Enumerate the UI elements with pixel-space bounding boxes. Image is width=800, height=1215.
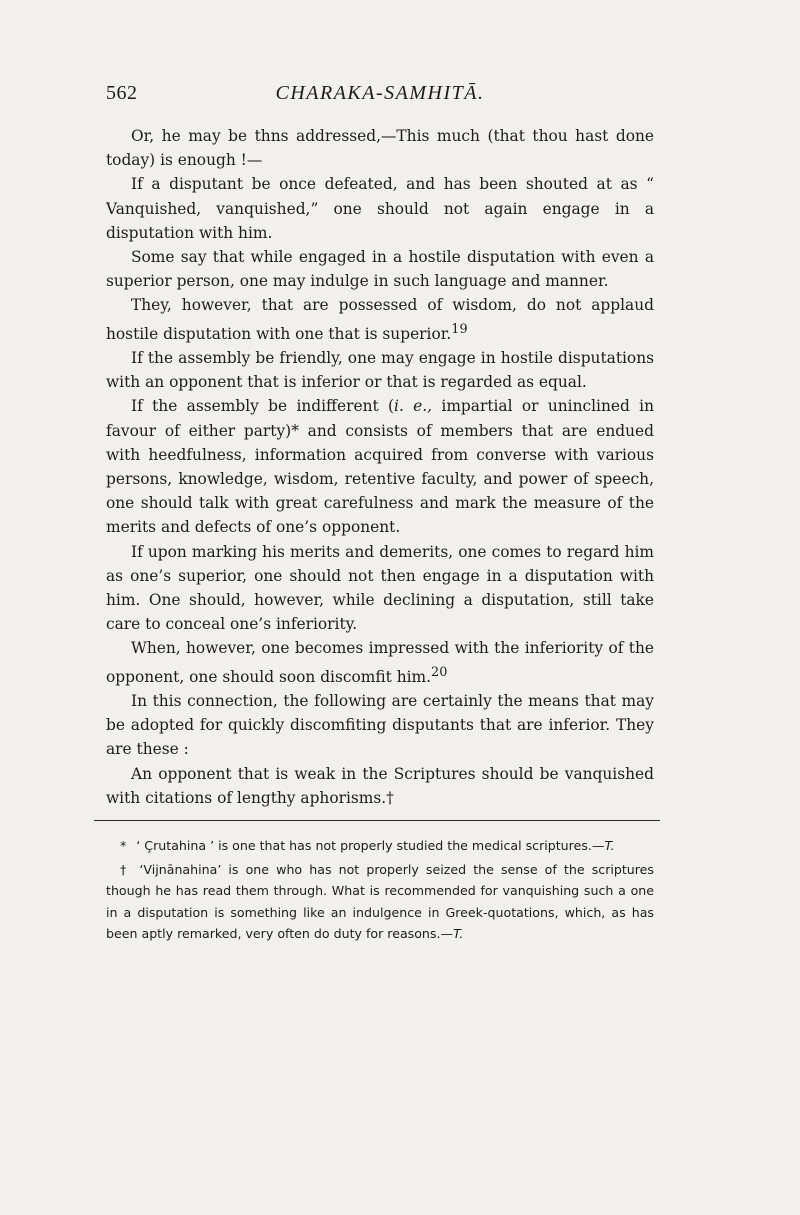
paragraph-indifferent-assembly <box>106 394 654 539</box>
footnote-ref-asterisk: * <box>291 421 299 440</box>
footnote-signature: T. <box>604 837 615 853</box>
paragraph-vanquished: If a disputant be once defeated, and has been shouted at as “ Vanquished, vanquished,” one should not again engage in a disputation with him. <box>106 175 654 242</box>
footnote-vijnanahina-text: ‘Vijnānahina’ is one who has not properly seized the sense of the scriptures though he has read them through. What is recommended for vanquishing such a one in a disputation is something like an indulgence in Greek-quotations, which, as has been aptly remarked, very often do duty for reasons.— <box>106 862 654 941</box>
footnote-mark-asterisk: * <box>120 837 127 853</box>
footnote-vijnanahina <box>106 859 654 944</box>
footnote-divider <box>94 820 660 821</box>
page-number: 562 <box>106 82 138 104</box>
note-ref-20: 20 <box>431 664 448 680</box>
paragraph-wisdom-text: They, however, that are possessed of wisdom, do not applaud hostile disputation with one that is superior. <box>106 296 654 343</box>
body-text <box>106 124 654 810</box>
paragraph-enough: Or, he may be thns addressed,—This much (that thou hast done today) is enough !— <box>106 127 654 170</box>
footnote-mark-dagger: † <box>120 862 130 878</box>
paragraph-wisdom <box>106 293 654 346</box>
page-content <box>106 82 654 944</box>
note-ref-19: 19 <box>451 321 468 337</box>
running-title: CHARAKA-SAMHITĀ. <box>275 82 485 104</box>
footnote-signature: T. <box>453 925 464 941</box>
paragraph-means: In this connection, the following are certainly the means that may be adopted for quickly discomfiting disputants that are inferior. They are these : <box>106 691 654 759</box>
indifferent-rest: and consists of members that are endued with heedfulness, information acquired from converse with various persons, knowledge, wisdom, retentive faculty, and power of speech, one should talk with great carefulness and mark the measure of the merits and defects of one’s opponent. <box>106 421 654 537</box>
footnote-crutahina-text: ‘ Çrutahina ’ is one that has not properly studied the medical scriptures.— <box>136 837 605 853</box>
footnote-ref-dagger: † <box>386 788 394 807</box>
paragraph-discomfit-text: When, however, one becomes impressed with the inferiority of the opponent, one should soon discomfit him. <box>106 639 654 686</box>
indifferent-middle: impartial or uninclined in favour of either party) <box>106 397 655 440</box>
paragraph-marking-merits: If upon marking his merits and demerits, one comes to regard him as one’s superior, one should not then engage in a disputation with him. One should, however, while declining a disputation, still take care to conceal one’s inferiority. <box>106 542 654 634</box>
page-header <box>106 82 654 114</box>
footnotes <box>106 835 654 944</box>
footnote-crutahina <box>106 835 654 856</box>
indifferent-lead: If the assembly be indifferent ( <box>131 397 395 416</box>
ie-abbreviation: i. e., <box>394 397 433 416</box>
paragraph-friendly-assembly: If the assembly be friendly, one may engage in hostile disputations with an opponent that is inferior or that is regarded as equal. <box>106 348 654 392</box>
paragraph-discomfit <box>106 636 654 689</box>
paragraph-weak-opponent <box>106 762 654 810</box>
paragraph-weak-text: An opponent that is weak in the Scriptures should be vanquished with citations of lengthy aphorisms. <box>106 764 654 807</box>
paragraph-superior-person: Some say that while engaged in a hostile disputation with even a superior person, one may indulge in such language and manner. <box>106 248 654 291</box>
